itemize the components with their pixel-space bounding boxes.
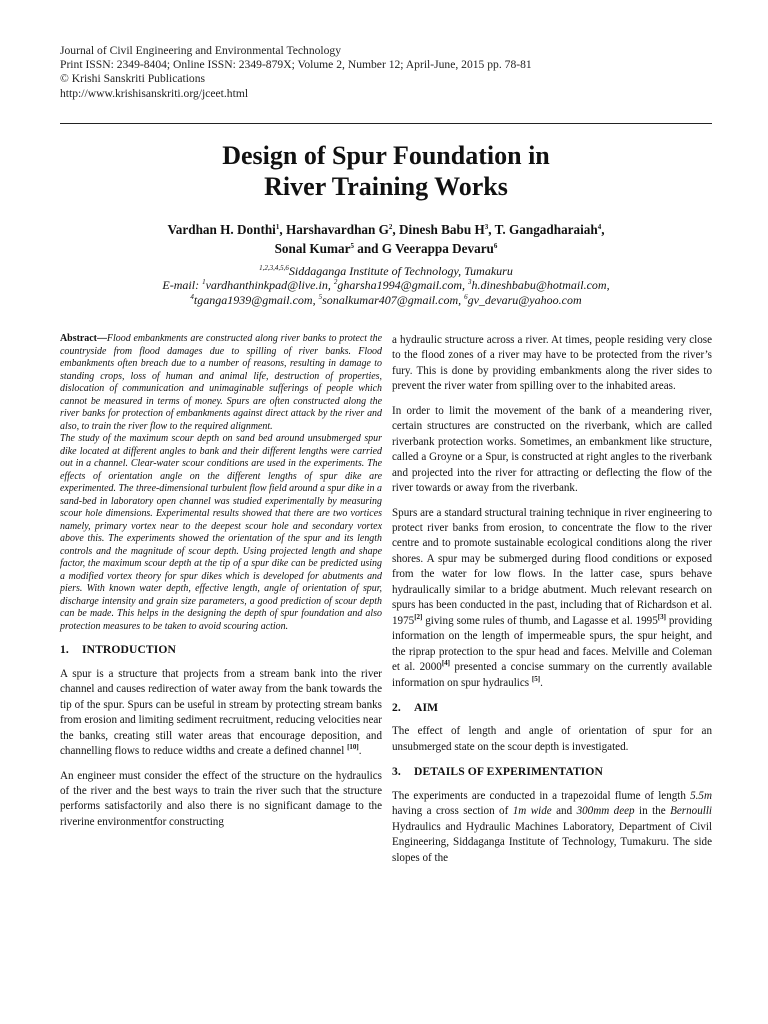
intro-paragraph-2: An engineer must consider the effect of the structure on the hydraulics of the river and the best ways to train the river such that the structure performs satisfactorily and also there is no significant damage to the riverine environmentfor constructing xyxy=(60,769,382,828)
institute-name: Siddaganga Institute of Technology, Tumakuru xyxy=(288,264,513,278)
lab-name: Bernoulli xyxy=(670,805,712,818)
right-column xyxy=(392,333,712,875)
email-address[interactable]: tganga1939@gmail.com, xyxy=(193,292,319,307)
right-paragraph-2: In order to limit the movement of the bank of a meandering river, certain structures are constructed on the riverbank, which are called riverbank protection works. Sometimes, an embankment like structure, called a Groyne or a Spur, is constructed at right angles to the riverbank and projected into the river for attracting or deflecting the flow of the river towards or away from the riverbank. xyxy=(392,404,712,495)
citation-ref[interactable]: [4] xyxy=(441,659,450,668)
author-name: Vardhan H. Donthi xyxy=(167,222,276,237)
author-name: , Harshavardhan G xyxy=(279,222,389,237)
abstract-text: Flood embankments are constructed along river banks to protect the countryside from flood damages due to spilling of river banks. Flood embankments often breach due to a number of reasons, resulting in damage to standing crops, loss of human and animal life, destruction of properties, dislocation of communication and unimaginable sufferings of people which cannot be measured in terms of money. Spurs are often constructed along the river banks for protection of embankments against direct attack by the river and also, to train the river flow to the required alignment. xyxy=(60,333,382,432)
journal-name: Journal of Civil Engineering and Environmental Technology xyxy=(60,44,342,57)
section-title: INTRODUCTION xyxy=(82,643,176,657)
flume-length: 5.5m xyxy=(690,789,712,802)
journal-publisher: © Krishi Sanskriti Publications xyxy=(60,72,206,86)
paragraph-text: A spur is a structure that projects from a stream bank into the river channel and causes redirection of water away from the bank towards the tip of the spur. Spurs can be useful in stream by protecting stream banks from erosion and limiting sediment recruitment, reducing velocities near the banks, creating still water areas that encourage deposition, and channelling flows to reduce widths and create a defined channel xyxy=(60,667,382,758)
email-address[interactable]: gharsha1994@gmail.com, xyxy=(337,278,469,293)
citation-ref[interactable]: [2] xyxy=(414,612,423,621)
paragraph-text: . xyxy=(358,745,362,758)
paragraph-text: giving some rules of thumb, and Lagasse et al. 1995 xyxy=(422,614,658,627)
abstract xyxy=(60,333,382,633)
email-superscript: 4 xyxy=(190,292,194,301)
title-line-2: River Training Works xyxy=(264,172,508,201)
right-paragraph-3 xyxy=(392,506,712,691)
paragraph-text: providing information on the length of impermeable spurs, the spur height, and the riprap protection to the spur head and faces. Melville and Coleman et al. 2000 xyxy=(392,614,712,674)
paragraph-text: having a cross section of xyxy=(392,805,513,818)
email-superscript: 2 xyxy=(333,278,338,287)
paragraph-text: in the xyxy=(634,805,671,818)
email-line-2 xyxy=(60,293,712,307)
citation-ref[interactable]: [5] xyxy=(531,674,541,683)
abstract-paragraph-1 xyxy=(60,333,382,433)
section-title: AIM xyxy=(414,700,439,714)
paragraph-text: Hydraulics and Hydraulic Machines Laboratory, Department of Civil Engineering, Siddaganga Institute of Technology, Tumakuru. The side slopes of the xyxy=(392,820,712,864)
email-superscript: 6 xyxy=(464,292,468,301)
citation-ref[interactable]: [10] xyxy=(347,743,359,752)
email-address[interactable]: h.dineshbabu@hotmail.com, xyxy=(471,278,610,293)
journal-url[interactable]: http://www.krishisanskriti.org/jceet.html xyxy=(60,86,249,100)
email-address[interactable]: gv_devaru@yahoo.com xyxy=(467,292,582,307)
email-line-1 xyxy=(60,278,712,292)
paragraph-text: . xyxy=(540,676,543,689)
author-name: and G Veerappa Devaru xyxy=(353,241,494,256)
author-superscript: 1 xyxy=(275,223,280,231)
aim-paragraph: The effect of length and angle of orientation of spur for an unsubmerged state on the scour depth is investigated. xyxy=(392,725,712,753)
abstract-paragraph-2: The study of the maximum scour depth on sand bed around unsubmerged spur dike located at different angles to bank and their different lengths were carried out in a channel. Clear-water scour conditions are used in the experiments. The effects of orientation angle on the different lengths of spur dike are experimented. The three-dimensional turbulent flow field around a spur dike in a sand-bed in laboratory open channel was studied experimentally by measuring scour hole dimensions. Experimental results showed that there are two vortices namely, primary vortex near to the deepest scour hole and secondary vortex above this. The experiments showed the orientation of the spur and its length controls and the magnitude of scour depth. Using projected length and shape factor, the maximum scour depth at the tip of a spur dike can be predicted using a modified vortex theory for spur dikes which is developed for abutments and piers. With known water depth, effective length, angle of orientation of spur, discharge intensity and grain size parameters, a good prediction of scour depth can be made. This helps in the designing the depth of spur foundation and also protection measures to be taken to avoid scouring action. xyxy=(60,433,382,632)
institute-line xyxy=(60,264,712,278)
paragraph-text: Spurs are a standard structural training technique in river engineering to protect river banks from erosion, to concentrate the flow to the river centre and to promote sustainable ecological conditions along the river shores. A spur may be submerged during flood conditions or exposed from the water for low flows. In the latter case, spurs behave hydraulically similar to a bridge abutment. Much relevant research on spurs has been conducted in the past, including that of Richardson et al. 1975 xyxy=(392,506,712,627)
experimentation-paragraph xyxy=(392,789,712,866)
intro-paragraph-1 xyxy=(60,667,382,760)
title-line-1: Design of Spur Foundation in xyxy=(222,141,550,170)
header-divider xyxy=(60,123,712,124)
author-superscript: 5 xyxy=(350,242,354,250)
flume-width: 1m wide xyxy=(512,805,552,818)
paper-title xyxy=(60,140,712,202)
right-paragraph-1: a hydraulic structure across a river. At times, people residing very close to the flood zones of a river may have to be protected from the river’s fury. This is done by providing embankments along the river sides to prevent the river water from spilling over to the inhabited areas. xyxy=(392,334,712,393)
journal-header xyxy=(60,44,720,101)
email-superscript: 1 xyxy=(202,278,206,287)
author-name: , Dinesh Babu H xyxy=(392,222,485,237)
email-address[interactable]: vardhanthinkpad@live.in, xyxy=(205,278,334,293)
abstract-label: Abstract— xyxy=(60,333,107,344)
journal-issn: Print ISSN: 2349-8404; Online ISSN: 2349-879X; Volume 2, Number 12; April-June, 2015 pp. 78-81 xyxy=(60,58,532,72)
paragraph-text: and xyxy=(551,805,577,818)
author-superscript: 2 xyxy=(388,223,393,231)
section-heading-introduction xyxy=(60,642,382,657)
section-number: 2. xyxy=(392,700,401,714)
author-line-1 xyxy=(60,220,712,239)
section-number: 1. xyxy=(60,643,69,657)
affiliation-superscript: 1,2,3,4,5,6 xyxy=(259,264,289,272)
email-label: E-mail: xyxy=(162,278,203,293)
section-number: 3. xyxy=(392,765,401,779)
email-address[interactable]: sonalkumar407@gmail.com, xyxy=(322,292,465,307)
left-column xyxy=(60,333,382,839)
affiliation xyxy=(60,264,712,307)
author-list xyxy=(60,220,712,258)
email-superscript: 3 xyxy=(468,278,472,287)
email-superscript: 5 xyxy=(318,292,323,301)
author-name: , T. Gangadharaiah xyxy=(488,222,598,237)
author-superscript: 4 xyxy=(597,223,602,231)
section-heading-aim xyxy=(392,700,712,715)
author-superscript: 6 xyxy=(493,242,498,250)
paragraph-text: The experiments are conducted in a trapezoidal flume of length xyxy=(392,789,691,802)
paragraph-text: presented a concise summary on the currently available information on spur hydraulics xyxy=(392,661,712,689)
flume-depth: 300mm deep xyxy=(576,805,635,818)
citation-ref[interactable]: [3] xyxy=(657,612,666,621)
section-title: DETAILS OF EXPERIMENTATION xyxy=(414,765,603,779)
author-line-2 xyxy=(60,239,712,258)
author-name: Sonal Kumar xyxy=(274,241,351,256)
author-superscript: 3 xyxy=(484,223,489,231)
author-separator: , xyxy=(601,222,605,237)
section-heading-experimentation xyxy=(392,764,712,779)
